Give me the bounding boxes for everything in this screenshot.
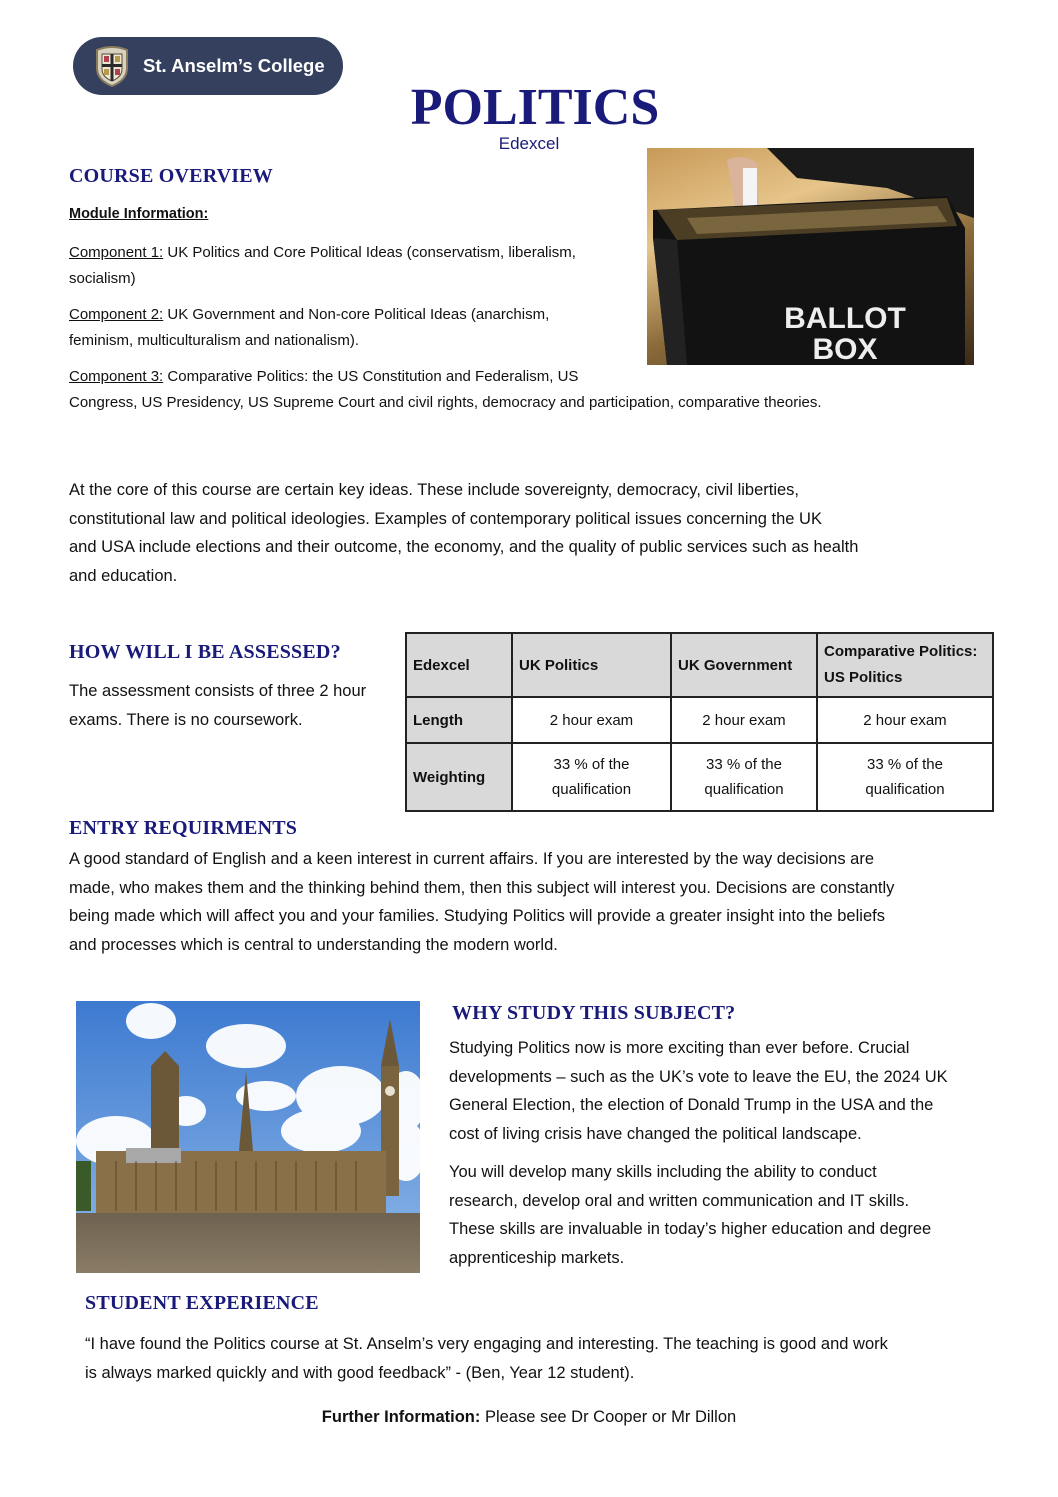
row-label: Weighting	[406, 743, 512, 811]
text-line: made, who makes them and the thinking behind them, then this subject will interest you. Decisions are constantly	[69, 878, 895, 897]
component-2	[69, 302, 549, 354]
why-study-heading: WHY STUDY THIS SUBJECT?	[452, 1002, 736, 1024]
text-line: At the core of this course are certain key ideas. These include sovereignty, democracy, civil liberties,	[69, 481, 800, 499]
component-label: Component 3:	[69, 368, 164, 385]
text-line: developments – such as the UK’s vote to leave the EU, the 2024 UK	[449, 1067, 948, 1086]
table-cell: 2 hour exam	[817, 697, 993, 743]
parliament-illustration	[76, 1001, 420, 1273]
entry-requirements-heading: ENTRY REQUIRMENTS	[69, 817, 298, 839]
cell-line: qualification	[551, 781, 632, 798]
table-cell	[671, 743, 817, 811]
further-information-text: Please see Dr Cooper or Mr Dillon	[480, 1408, 737, 1426]
houses-of-parliament-photo	[76, 1001, 420, 1273]
component-label: Component 1:	[69, 244, 164, 261]
table-header-row	[406, 633, 993, 697]
component-text: feminism, multiculturalism and nationalism).	[69, 332, 360, 349]
text-line: You will develop many skills including the ability to conduct	[449, 1163, 877, 1181]
text-line: exams. There is no coursework.	[69, 710, 303, 729]
text-line: research, develop oral and written communication and IT skills.	[449, 1191, 910, 1210]
table-cell	[817, 743, 993, 811]
cell-line: 33 % of the	[553, 756, 630, 773]
exam-board: Edexcel	[498, 134, 560, 153]
component-text: socialism)	[69, 270, 136, 287]
text-line: A good standard of English and a keen interest in current affairs. If you are interested by the way decisions are	[69, 850, 875, 868]
text-line: The assessment consists of three 2 hour	[69, 682, 367, 700]
why-study-paragraph-1	[449, 1034, 948, 1148]
cell-line: 33 % of the	[867, 756, 943, 773]
table-header-cell	[817, 633, 993, 697]
component-text: UK Politics and Core Political Ideas (conservatism, liberalism,	[163, 244, 576, 261]
table-cell	[512, 743, 671, 811]
text-line: apprenticeship markets.	[449, 1248, 625, 1267]
text-line: and USA include elections and their outcome, the economy, and the quality of public services such as health	[69, 538, 859, 556]
ballot-box-illustration	[647, 148, 974, 365]
college-name: St. Anselm’s College	[143, 55, 325, 76]
component-1	[69, 240, 576, 292]
table-cell: 2 hour exam	[671, 697, 817, 743]
text-line: cost of living crisis have changed the political landscape.	[449, 1124, 862, 1143]
component-text: Comparative Politics: the US Constitution and Federalism, US	[163, 368, 579, 385]
core-ideas-paragraph	[69, 476, 858, 590]
ballot-label: BALLOT	[784, 302, 906, 335]
ballot-box-photo	[647, 148, 974, 365]
table-header-cell: UK Government	[671, 633, 817, 697]
text-line: constitutional law and political ideologies. Examples of contemporary political issues concerning the UK	[69, 509, 822, 528]
further-information-label: Further Information:	[321, 1408, 481, 1426]
entry-requirements-paragraph	[69, 845, 894, 959]
component-label: Component 2:	[69, 306, 164, 323]
cell-line: qualification	[704, 781, 784, 798]
cell-line: qualification	[865, 781, 945, 798]
text-line: These skills are invaluable in today’s higher education and degree	[449, 1220, 932, 1238]
header-line: US Politics	[824, 669, 903, 686]
table-header-cell: UK Politics	[512, 633, 671, 697]
student-experience-heading: STUDENT EXPERIENCE	[85, 1292, 319, 1314]
box-label: BOX	[812, 333, 878, 365]
cell-line: 33 % of the	[706, 756, 782, 773]
text-line: General Election, the election of Donald Trump in the USA and the	[449, 1096, 934, 1114]
text-line: is always marked quickly and with good feedback” - (Ben, Year 12 student).	[85, 1363, 635, 1382]
component-3	[69, 364, 822, 416]
text-line: “I have found the Politics course at St. Anselm’s very engaging and interesting. The teaching is good and work	[85, 1335, 888, 1353]
course-overview-heading: COURSE OVERVIEW	[69, 165, 273, 187]
table-row	[406, 697, 993, 743]
further-information	[0, 1408, 1058, 1427]
assessment-heading: HOW WILL I BE ASSESSED?	[69, 641, 341, 663]
row-label: Length	[406, 697, 512, 743]
student-quote	[85, 1330, 888, 1387]
page-title: POLITICS	[410, 79, 660, 136]
header-line: Comparative Politics:	[824, 643, 978, 660]
component-text: UK Government and Non-core Political Ideas (anarchism,	[163, 306, 550, 323]
text-line: and education.	[69, 566, 178, 585]
why-study-paragraph-2	[449, 1158, 931, 1272]
assessment-description	[69, 677, 366, 734]
assessment-table	[405, 632, 994, 812]
component-text: Congress, US Presidency, US Supreme Court and civil rights, democracy and participation, comparative theories.	[69, 394, 822, 411]
table-header-cell: Edexcel	[406, 633, 512, 697]
text-line: being made which will affect you and your families. Studying Politics will provide a greater insight into the beliefs	[69, 907, 885, 925]
table-row	[406, 743, 993, 811]
text-line: Studying Politics now is more exciting than ever before. Crucial	[449, 1039, 910, 1057]
module-information-heading: Module Information:	[69, 206, 209, 222]
text-line: and processes which is central to understanding the modern world.	[69, 935, 558, 954]
table-cell: 2 hour exam	[512, 697, 671, 743]
